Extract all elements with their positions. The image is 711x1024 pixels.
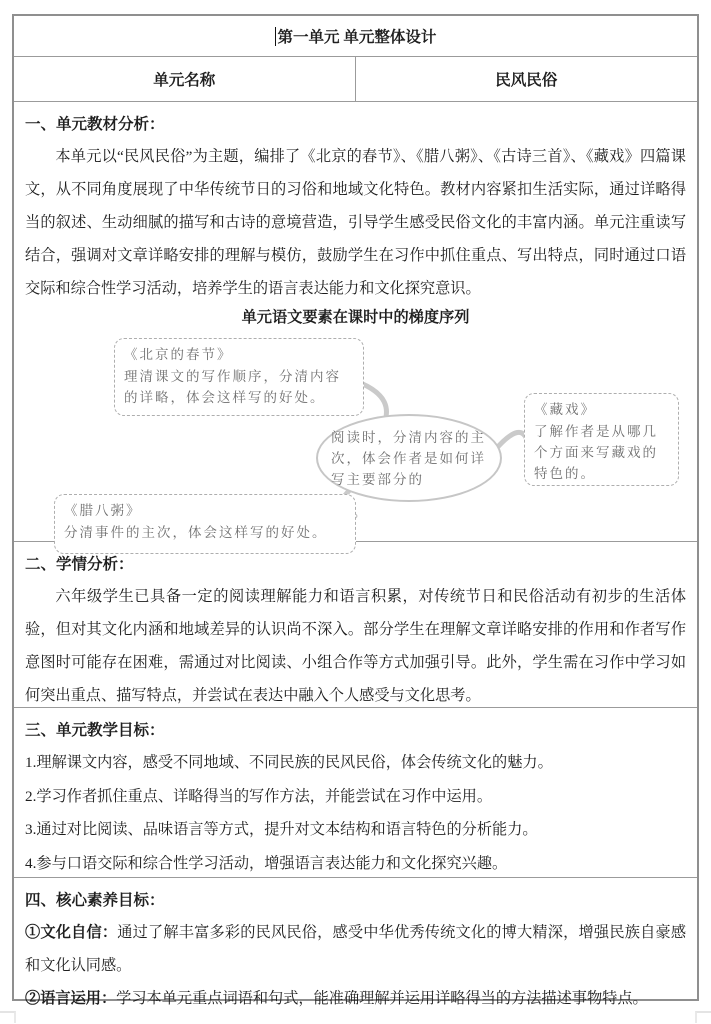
node-title: 《腊八粥》: [64, 503, 142, 518]
section-learner-analysis[interactable]: [14, 542, 697, 708]
gradient-sequence-diagram: [25, 332, 686, 558]
goal-item-4: 4.参与口语交际和综合性学习活动，增强语言表达能力和文化探究兴趣。: [25, 854, 508, 872]
center-ellipse-text: 阅读时，分清内容的主次，体会作者是如何详写主要部分的: [331, 429, 486, 487]
section-heading-competency: 四、核心素养目标：: [25, 892, 165, 909]
competency-lead-2: ②语言运用：: [25, 990, 117, 1007]
competency-text-1: 通过了解丰富多彩的民风民俗，感受中华优秀传统文化的博大精深，增强民族自豪感和文化认同感。: [25, 924, 687, 974]
diagram-node-tibetan-opera: [524, 393, 679, 486]
section-heading-analysis: 一、单元教材分析：: [25, 116, 165, 133]
goal-item-2: 2.学习作者抓住重点、详略得当的写作方法，并能尝试在习作中运用。: [25, 787, 493, 805]
section-material-analysis[interactable]: [14, 102, 697, 542]
unit-name-label: 单元名称: [153, 72, 216, 89]
analysis-paragraph: 本单元以“民风民俗”为主题，编排了《北京的春节》、《腊八粥》、《古诗三首》、《藏戏》四篇课文，从不同角度展现了中华传统节日的习俗和地域文化特色。教材内容紧扣生活实际，通过详略得当的叙述、生动细腻的描写和古诗的意境营造，引导学生感受民俗文化的丰富内涵。单元注重读写结合，强调对文章详略安排的理解与模仿，鼓励学生在习作中抓住重点、写出特点，同时通过口语交际和综合性学习活动，培养学生的语言表达能力和文化探究意识。: [25, 148, 686, 297]
page-corner-mark-left: [0, 1011, 16, 1023]
section-heading-learner: 二、学情分析：: [25, 556, 134, 573]
diagram-center-ellipse: [316, 414, 502, 502]
node-text: 理清课文的写作顺序，分清内容的详略，体会这样写的好处。: [124, 369, 341, 405]
unit-design-table: [12, 14, 699, 1007]
unit-name-value: 民风民俗: [495, 72, 558, 89]
unit-name-row: [14, 57, 697, 102]
doc-title: 第一单元 单元整体设计: [277, 29, 437, 46]
unit-name-value-cell[interactable]: [356, 57, 698, 101]
node-text: 分清事件的主次，体会这样写的好处。: [64, 525, 328, 540]
competency-item-2: [25, 982, 686, 1015]
competency-lead-1: ①文化自信：: [25, 924, 118, 941]
goal-item-3: 3.通过对比阅读、品味语言等方式，提升对文本结构和语言特色的分析能力。: [25, 821, 538, 838]
goal-item-1: 1.理解课文内容，感受不同地域、不同民族的民风民俗，体会传统文化的魅力。: [25, 754, 553, 771]
page-corner-mark-right: [695, 1011, 711, 1023]
node-title: 《北京的春节》: [124, 347, 233, 362]
node-text: 了解作者是从哪几个方面来写藏戏的特色的。: [534, 424, 658, 481]
section-core-competency[interactable]: [14, 878, 697, 1007]
competency-item-1: [25, 916, 686, 982]
section-teaching-goals[interactable]: [14, 708, 697, 878]
learner-paragraph: 六年级学生已具备一定的阅读理解能力和语言积累，对传统节日和民俗活动有初步的生活体验，但对其文化内涵和地域差异的认识尚不深入。部分学生在理解文章详略安排的作用和作者写作意图时可能存在困难，需通过对比阅读、小组合作等方式加强引导。此外，学生需在习作中学习如何突出重点、描写特点，并尝试在表达中融入个人感受与文化思考。: [25, 588, 686, 704]
competency-text-2: 学习本单元重点词语和句式，能准确理解并运用详略得当的方法描述事物特点。: [116, 990, 648, 1007]
section-heading-goals: 三、单元教学目标：: [25, 722, 165, 739]
table-title-row[interactable]: [14, 16, 697, 57]
diagram-node-beijing-spring-festival: [114, 338, 364, 416]
text-cursor: [275, 27, 276, 46]
unit-name-label-cell[interactable]: [14, 57, 356, 101]
diagram-title: 单元语文要素在课时中的梯度序列: [241, 309, 470, 326]
node-title: 《藏戏》: [534, 402, 596, 417]
diagram-node-laba-porridge: [54, 494, 356, 554]
